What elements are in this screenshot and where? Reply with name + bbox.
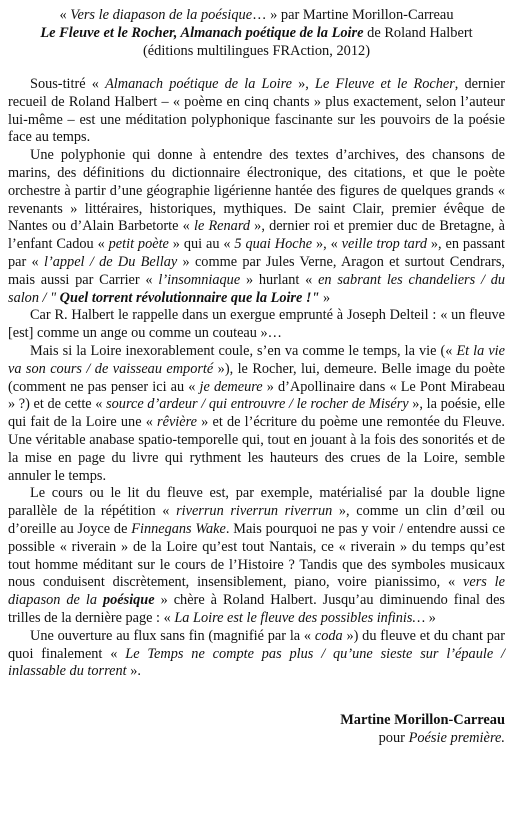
body-paragraph	[8, 485, 505, 627]
body-paragraph	[8, 307, 505, 343]
paragraph-text-run: Une polyphonie qui donne à entendre des textes d’archives, des chansons de marins, des définitions du dictionnaire électronique, des citations, et que le poète orchestre à partir d’une géographie ligérienne hantée des figures de quelques grands « revenants » littéraires, historiques, mythiques. De saint Clair, premier évêque de Nantes ou d’Alain Barbetorte «	[8, 147, 505, 235]
paragraph-text-run: . Mais pourquoi ne pas y voir / entendre aussi ce possible « riverain » de la Loire qu’est tout Nantais, ce « riverain » du temps qu’est tout homme méditant sur le cours de l’Histoire ? Tandis que des symboles musicaux nous conduisent discrètement, insensiblement, piano, voire pianissimo, «	[8, 520, 505, 591]
paragraph-text-run: Mais si la Loire inexorablement coule, s’en va comme le temps, la vie («	[30, 342, 457, 359]
paragraph-text-run: Une ouverture au flux sans fin (magnifié par la «	[30, 627, 315, 644]
body-paragraph	[8, 628, 505, 681]
paragraph-text-run: Le cours ou le lit du fleuve est, par exemple, matérialisé par la double ligne parallèle de la répétition «	[8, 485, 505, 520]
paragraph-text-run: », la poésie, elle qui fait de la Loire une «	[8, 396, 505, 431]
paragraph-text-run: Quel torrent révolutionnaire que la Loire !"	[56, 289, 320, 306]
signature-for: pour	[378, 730, 409, 747]
paragraph-text-run: Finnegans Wake	[131, 520, 226, 537]
paragraph-text-run: vers le diapason de la	[8, 574, 505, 609]
paragraph-text-run: Le Fleuve et le Rocher	[315, 76, 455, 92]
paragraph-text-run: je demeure	[199, 378, 263, 395]
paragraph-text-run: » chère à Roland Halbert. Jusqu’au diminuendo final des trilles de la dernière page : «	[8, 592, 505, 626]
review-title: Vers le diapason de la poésique	[70, 7, 253, 23]
signature-publication: Poésie première.	[408, 730, 505, 747]
paragraph-text-run: coda	[314, 627, 343, 644]
paragraph-text-run: »), le Rocher, lui, demeure. Belle image du poète (comment ne pas penser ici au «	[8, 360, 506, 395]
paragraph-text-run: Almanach poétique de la Loire	[105, 76, 292, 92]
paragraph-text-run: »	[319, 289, 331, 306]
paragraph-text-run: 5 quai Hoche	[234, 236, 313, 253]
paragraph-text-run: ») du fleuve et du chant par quoi finalement «	[8, 627, 505, 662]
header-review-title-line	[8, 6, 505, 24]
paragraph-text-run: Sous-titré «	[30, 76, 106, 92]
paragraph-text-run: riverrun riverrun riverrun	[176, 503, 333, 520]
paragraph-text-run: » qui au «	[168, 236, 235, 253]
paragraph-text-run: l’insomniaque	[158, 271, 241, 288]
paragraph-text-run: veille trop tard	[341, 236, 428, 253]
body-paragraph	[8, 343, 505, 485]
paragraph-text-run: rêvière	[157, 414, 197, 431]
review-author: par Martine Morillon-Carreau	[277, 7, 454, 23]
signature-publication-line	[8, 729, 505, 747]
paragraph-text-run: poésique	[102, 592, 155, 609]
paragraph-text-run: », en passant par «	[8, 236, 506, 270]
paragraph-text-run: le Renard	[193, 218, 251, 235]
paragraph-text-run: source d’ardeur / qui entrouvre / le rocher de Miséry	[106, 396, 409, 413]
paragraph-text-run: , dernier recueil de Roland Halbert – « poème en cinq chants » plus exactement, selon l’auteur lui-même – est une méditation polyphonique fascinante sur les pouvoirs de la poésie face au temps.	[8, 76, 505, 146]
paragraph-text-run: en sabrant les chandeliers / du salon / "	[8, 271, 505, 306]
body-paragraph	[8, 147, 505, 307]
paragraph-text-run: Et la vie va son cours / de vaisseau emporté	[8, 342, 505, 377]
book-author: de Roland Halbert	[363, 25, 473, 41]
book-title: Le Fleuve et le Rocher, Almanach poétique de la Loire	[40, 25, 364, 41]
header-open-quote: «	[59, 7, 71, 23]
signature-name: Martine Morillon-Carreau	[340, 712, 505, 729]
paragraph-text-run: Car R. Halbert le rappelle dans un exergue emprunté à Joseph Delteil : « un fleuve [est] comme un ange ou comme un couteau »…	[8, 307, 505, 342]
article-header	[8, 6, 505, 60]
article-body	[8, 76, 505, 681]
paragraph-text-run: » comme par Jules Verne, Aragon et surtout Cendrars, mais aussi par Carrier «	[8, 253, 505, 288]
paragraph-text-run: » d’Apollinaire dans « Le Pont Mirabeau » ?) et de cette «	[8, 378, 505, 413]
paragraph-text-run: » hurlant «	[240, 271, 319, 288]
paragraph-text-run: »	[425, 609, 436, 626]
paragraph-text-run: La Loire est le fleuve des possibles infinis…	[174, 609, 426, 626]
paragraph-text-run: » et de l’écriture du poème une remontée du Fleuve. Une véritable anabase spatio-temporelle qui, tout en jouant à la fois des sonorités et de la mise en page du livre qui rythment les hauteurs des crues de la Loire, semble annuler le temps.	[8, 414, 506, 484]
body-paragraph	[8, 76, 505, 147]
paragraph-text-run: »,	[291, 76, 316, 92]
book-publisher: (éditions multilingues FRAction, 2012)	[142, 43, 371, 59]
paragraph-text-run: », «	[312, 236, 342, 253]
paragraph-text-run: l’appel / de Du Bellay	[44, 253, 178, 270]
signature-block	[8, 711, 505, 747]
header-book-title-line	[8, 24, 505, 42]
paragraph-text-run: petit poète	[108, 236, 169, 253]
header-ellipsis: … »	[252, 7, 278, 23]
paragraph-text-run: », dernier roi et premier duc de Bretagne, à l’enfant Cadou «	[8, 218, 505, 253]
paragraph-text-run: Le Temps ne compte pas plus / qu’une sieste sur l’épaule / inlassable du torrent	[8, 645, 505, 680]
paragraph-text-run: ».	[126, 663, 141, 680]
paragraph-text-run: », comme un clin d’œil ou d’oreille au Joyce de	[8, 503, 505, 537]
